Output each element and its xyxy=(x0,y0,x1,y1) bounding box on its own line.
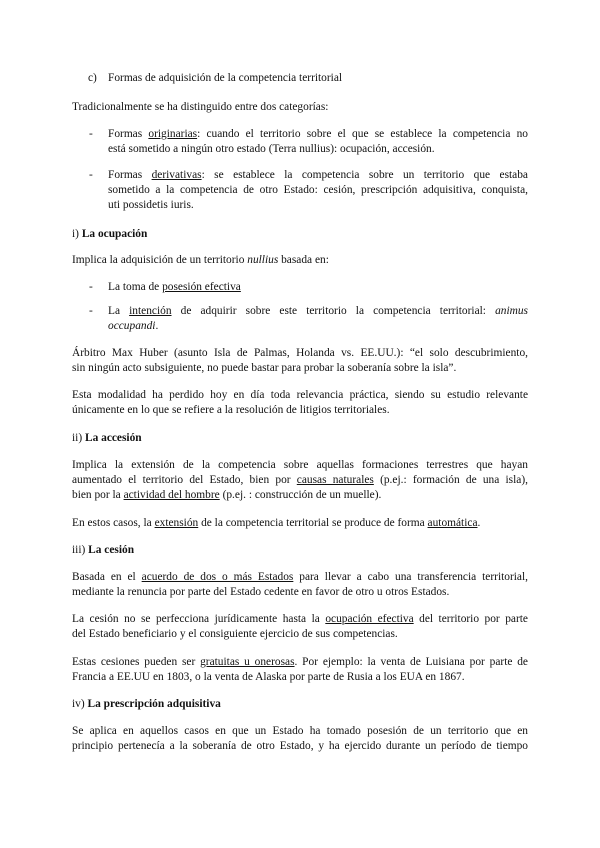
term-acuerdo: acuerdo de dos o más Estados xyxy=(141,571,294,583)
heading-prescripcion xyxy=(72,697,528,711)
cesion-paragraph-1 xyxy=(72,570,528,584)
heading-number: i) xyxy=(72,228,79,240)
text-run: . xyxy=(155,320,159,332)
text-run: : se establece la competencia sobre un territorio que estaba xyxy=(201,169,528,181)
bullet-dash: - xyxy=(89,305,93,317)
heading-title: La accesión xyxy=(84,432,142,444)
text-run: : cuando el territorio sobre el que se establece la competencia no xyxy=(197,128,528,140)
heading-accesion xyxy=(72,431,528,445)
accesion-paragraph-line2 xyxy=(72,473,528,487)
bullet-dash: - xyxy=(89,169,93,181)
term-derivativas: derivativas xyxy=(151,169,202,181)
term-intencion: intención xyxy=(129,305,172,317)
text-run: Basada en el xyxy=(72,571,142,583)
text-run: La xyxy=(108,305,130,317)
term-ocupacion-efectiva: ocupación efectiva xyxy=(325,613,414,625)
category-derivativas-line2: sometido a la competencia de otro Estado: cesión, prescripción adquisitiva, conquista, xyxy=(108,184,528,196)
text-run: de la competencia territorial se produce de forma xyxy=(198,517,428,529)
heading-number: iv) xyxy=(72,698,85,710)
category-originarias xyxy=(108,127,528,141)
text-run: . xyxy=(477,517,481,529)
cesion-paragraph-3-line2: Francia a EE.UU en 1803, o la venta de Alaska por parte de Rusia a los EUA en 1867. xyxy=(72,671,465,683)
prescripcion-paragraph-line2: principio pertenecía a la soberanía de otro Estado, y ha ejercido durante un período de tiempo xyxy=(72,740,528,752)
bullet-dash: - xyxy=(89,281,93,293)
cesion-paragraph-2-line2: del Estado beneficiario y el consiguiente ejercicio de sus competencias. xyxy=(72,628,398,640)
text-run: Formas xyxy=(108,128,149,140)
text-run: Formas xyxy=(108,169,152,181)
heading-number: ii) xyxy=(72,432,83,444)
heading-title: La ocupación xyxy=(81,228,148,240)
heading-ocupacion xyxy=(72,227,528,241)
heading-number: iii) xyxy=(72,544,86,556)
cesion-paragraph-3 xyxy=(72,655,528,669)
term-actividad-del-hombre: actividad del hombre xyxy=(123,489,220,501)
category-derivativas-line3: uti possidetis iuris. xyxy=(108,199,194,211)
accesion-paragraph: Implica la extensión de la competencia sobre aquellas formaciones terrestres que hayan xyxy=(72,459,528,471)
ocupacion-item-intencion xyxy=(108,304,528,318)
cesion-paragraph-1-line2: mediante la renuncia por parte del Estado cedente en favor de otro u otros Estados. xyxy=(72,586,450,598)
term-gratuitas-onerosas: gratuitas u onerosas xyxy=(200,656,295,668)
term-posesion-efectiva: posesión efectiva xyxy=(162,281,241,293)
term-extension: extensión xyxy=(154,517,199,529)
text-run: . Por ejemplo: la venta de Luisiana por parte de xyxy=(294,656,528,668)
accesion-paragraph-line3 xyxy=(72,488,528,502)
term-automatica: automática xyxy=(427,517,478,529)
heading-cesion xyxy=(72,543,528,557)
intro-paragraph: Tradicionalmente se ha distinguido entre dos categorías: xyxy=(72,101,329,113)
quote-huber-line2: sin ningún acto subsiguiente, no puede bastar para probar la soberanía sobre la isla”. xyxy=(72,362,457,374)
text-run: basada en: xyxy=(278,254,329,266)
text-run: (p.ej. : construcción de un muelle). xyxy=(219,489,382,501)
text-run: bien por la xyxy=(72,489,124,501)
category-originarias-line2: está sometido a ningún otro estado (Terra nullius): ocupación, accesión. xyxy=(108,143,435,155)
text-run: del territorio por parte xyxy=(413,613,528,625)
cesion-paragraph-2 xyxy=(72,612,528,626)
term-nullius: nullius xyxy=(247,254,279,266)
text-run: Estas cesiones pueden ser xyxy=(72,656,201,668)
section-number: c) xyxy=(88,72,97,84)
heading-title: La cesión xyxy=(88,544,135,556)
text-run: (p.ej.: formación de una isla), xyxy=(373,474,528,486)
ocupacion-note: Esta modalidad ha perdido hoy en día toda relevancia práctica, siendo su estudio relevante xyxy=(72,389,528,401)
category-derivativas xyxy=(108,168,528,182)
term-occupandi: occupandi xyxy=(108,320,156,332)
prescripcion-paragraph: Se aplica en aquellos casos en que un Estado ha tomado posesión de un territorio que en xyxy=(72,725,528,737)
accesion-extension xyxy=(72,516,528,530)
ocupacion-item-posesion xyxy=(108,280,528,294)
term-causas-naturales: causas naturales xyxy=(296,474,374,486)
text-run: de adquirir sobre este territorio la competencia territorial: xyxy=(171,305,496,317)
bullet-dash: - xyxy=(89,128,93,140)
ocupacion-item-intencion-line2 xyxy=(108,319,528,333)
section-heading: Formas de adquisición de la competencia territorial xyxy=(108,72,343,84)
text-run: Implica la adquisición de un territorio xyxy=(72,254,248,266)
text-run: La cesión no se perfecciona jurídicamente hasta la xyxy=(72,613,326,625)
text-run: para llevar a cabo una transferencia territorial, xyxy=(293,571,528,583)
term-animus: animus xyxy=(495,305,528,317)
text-run: La toma de xyxy=(108,281,163,293)
heading-title: La prescripción adquisitiva xyxy=(87,698,221,710)
term-originarias: originarias xyxy=(148,128,198,140)
ocupacion-note-line2: únicamente en lo que se refiere a la resolución de litigios territoriales. xyxy=(72,404,390,416)
ocupacion-intro xyxy=(72,253,528,267)
text-run: aumentado el territorio del Estado, bien por xyxy=(72,474,297,486)
quote-huber: Árbitro Max Huber (asunto Isla de Palmas, Holanda vs. EE.UU.): “el solo descubrimiento, xyxy=(72,347,528,359)
text-run: En estos casos, la xyxy=(72,517,155,529)
